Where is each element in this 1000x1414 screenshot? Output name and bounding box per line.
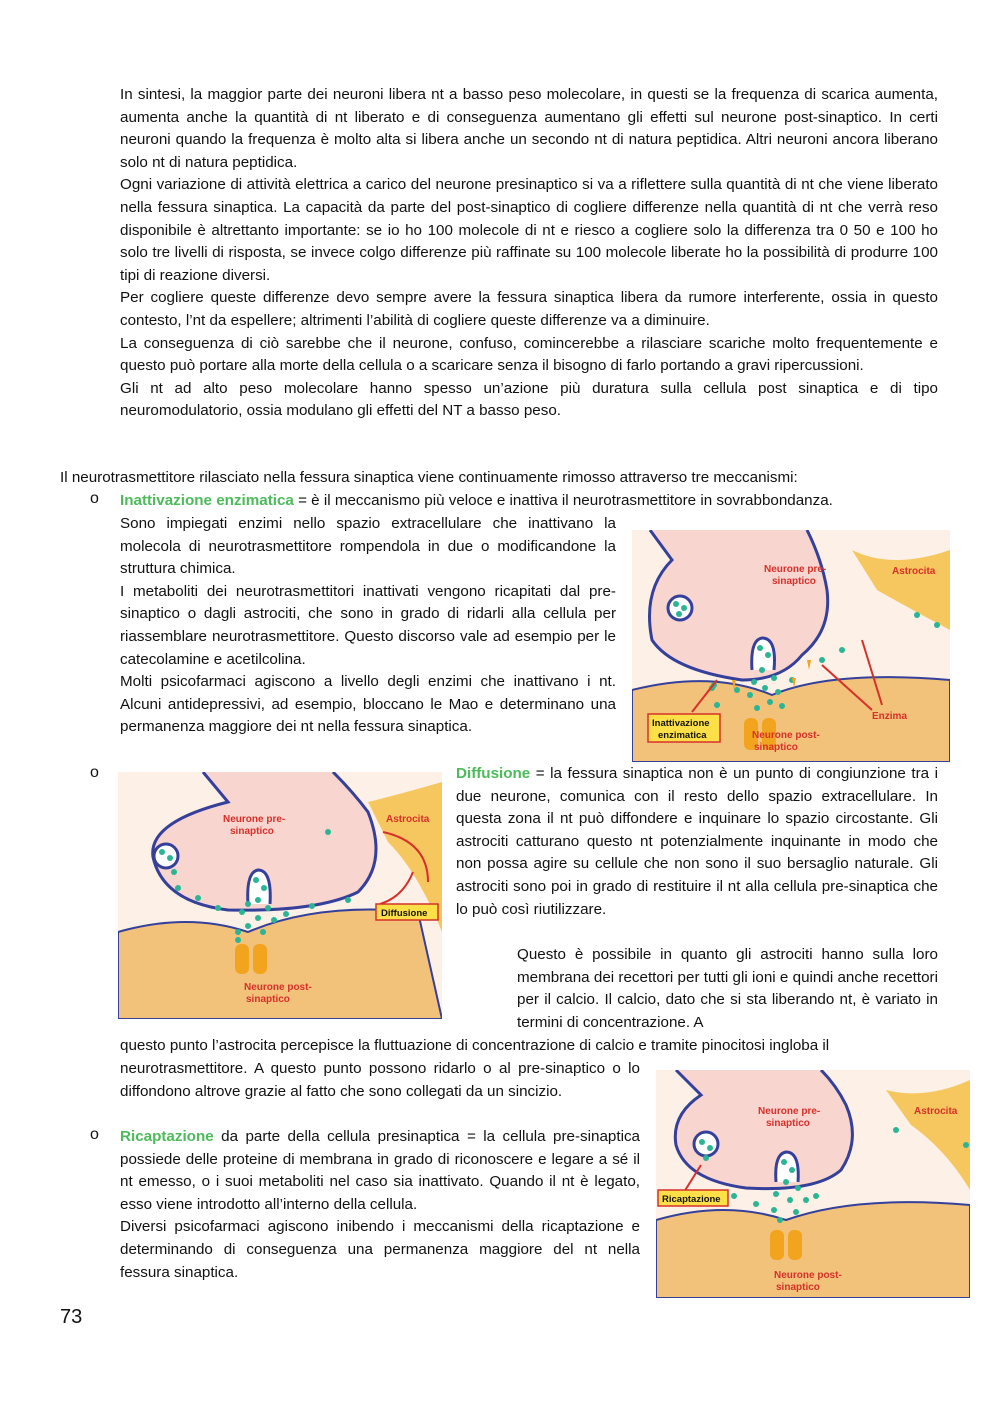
intro-paragraph: Gli nt ad alto peso molecolare hanno spesso un’azione più duratura sulla cellula post sinaptica e di tipo neuromodulatorio, ossia modulano gli effetti del NT a basso peso. xyxy=(120,379,938,420)
inattivazione-body xyxy=(120,513,616,739)
box-label: Inattivazione xyxy=(652,718,710,729)
post-label: Neurone post- xyxy=(752,730,820,741)
diffusione-paragraph-2b: questo punto l’astrocita percepisce la fluttuazione di concentrazione di calcio e tramite pinocitosi ingloba il xyxy=(120,1037,830,1054)
inattivazione-paragraph: Sono impiegati enzimi nello spazio extracellulare che inattivano la molecola di neurotrasmettitore rompendola in due o modificandone la struttura chimica. xyxy=(120,515,616,578)
ricaptazione-term: Ricaptazione xyxy=(120,1128,214,1145)
inattivazione-paragraph: I metaboliti dei neurotrasmettitori inattivati vengono ricapitati dal pre-sinaptico o dagli astrociti, che sono in grado di ridarli alla cellula per riassemblare neurotrasmettitore. Questo discorso vale ad esempio per le catecolamine e acetilcolina. xyxy=(120,582,616,668)
intro-paragraph: In sintesi, la maggior parte dei neuroni libera nt a basso peso molecolare, in questi se la frequenza di scarica aumenta, aumenta anche la quantità di nt liberato e di conseguenza aumentano gli effetti sul neurone post-sinaptico. In certi neuroni quando la frequenza è molto alta si libera anche un secondo nt di natura peptidica. Altri neuroni ancora liberano solo nt di natura peptidica. xyxy=(120,86,938,171)
inattivazione-first-line xyxy=(120,490,938,513)
diffusione-paragraph-2a: Questo è possibile in quanto gli astrociti hanno sulla loro membrana dei recettori per tutti gli ioni e quindi anche recettori per il calcio. Il calcio, dato che si sta liberando nt, è variato in termini di concentrazione. A xyxy=(517,946,938,1031)
inattivazione-definition: = è il meccanismo più veloce e inattiva il neurotrasmettitore in sovrabbondanza. xyxy=(293,492,833,509)
bullet-marker: o xyxy=(90,1126,99,1143)
synapse-diagram xyxy=(656,1070,970,1298)
diffusione-definition: = la fessura sinaptica non è un punto di congiunzione tra i due neurone, comunica con il resto dello spazio extracellulare. In questa zona il nt può diffondere e inquinare lo spazio circostante. Gli astrociti catturano questo nt potenzialmente inquinante in modo che non possa agire su cellule che non sono il suo bersaglio naturale. Gli astrociti sono poi in grado di restituire il nt alla cellula pre-sinaptica che lo può così riutilizzare. xyxy=(456,765,938,918)
pre-label: sinaptico xyxy=(766,1118,810,1129)
inattivazione-term: Inattivazione enzimatica xyxy=(120,492,294,509)
ricaptazione-paragraph-2: Diversi psicofarmaci agiscono inibendo i meccanismi della ricaptazione e determinando di conseguenza una permanenza maggiore del nt nella fessura sinaptica. xyxy=(120,1218,640,1281)
synapse-diagram xyxy=(632,530,950,762)
box-label: enzimatica xyxy=(658,730,707,741)
diffusione-body xyxy=(456,763,938,921)
bullet-marker: o xyxy=(90,490,99,507)
figure-ricaptazione xyxy=(656,1070,970,1298)
synapse-diagram xyxy=(118,772,442,1019)
page-number: 73 xyxy=(60,1306,83,1328)
ricaptazione-definition: da parte della cellula presinaptica = la cellula pre-sinaptica possiede delle proteine di membrana in grado di riconoscere e legare a sé il nt emesso, o i suoi metaboliti nel caso sia inattivato. Quando il nt è legato, esso viene introdotto all’interno della cellula. xyxy=(120,1128,640,1213)
inattivazione-paragraph: Molti psicofarmaci agiscono a livello degli enzimi che inattivano i nt. Alcuni antidepressivi, ad esempio, bloccano le Mao e determinano una permanenza maggiore dei nt nella fessura sinaptica. xyxy=(120,673,616,736)
mechanisms-intro: Il neurotrasmettitore rilasciato nella fessura sinaptica viene continuamente rimosso attraverso tre meccanismi: xyxy=(60,469,798,486)
bullet-marker: o xyxy=(90,764,99,781)
post-label: sinaptico xyxy=(754,742,798,753)
pre-label: Neurone pre- xyxy=(758,1106,821,1117)
pre-label: sinaptico xyxy=(772,576,816,587)
pre-label: sinaptico xyxy=(230,826,274,837)
diffusione-paragraph-2c: neurotrasmettitore. A questo punto possono ridarlo o al pre-sinaptico o lo diffondono altrove grazie al fatto che sono collegati da un sincizio. xyxy=(120,1060,640,1100)
astro-label: Astrocita xyxy=(914,1106,958,1117)
box-label: Ricaptazione xyxy=(662,1194,721,1205)
intro-paragraph: Ogni variazione di attività elettrica a carico del neurone presinaptico si va a riflettere sulla quantità di nt che viene liberato nella fessura sinaptica. La capacità da parte del post-sinaptico di cogliere differenze nella quantità di nt che verrà reso disponibile è altrettanto importante: se io ho 100 molecole di nt e riesco a cogliere solo la differenza tra 0 50 e 100 ho solo tre livelli di risposta, se invece colgo differenze più raffinate su 100 molecole liberate ho la possibilità di produrre 100 tipi di reazione diversi. xyxy=(120,176,938,284)
post-label: Neurone post- xyxy=(244,982,312,993)
intro-paragraph: La conseguenza di ciò sarebbe che il neurone, confuso, comincerebbe a rilasciare scariche molto frequentemente e questo può portare alla morte della cellula o a scaricare senza il bisogno di farlo portando a gravi ripercussioni. xyxy=(120,334,938,375)
diffusione-term: Diffusione xyxy=(456,765,531,782)
enzima-label: Enzima xyxy=(872,711,908,722)
intro-paragraph: Per cogliere queste differenze devo sempre avere la fessura sinaptica libera da rumore interferente, ossia in questo contesto, l’nt da espellere; altrimenti l’abilità di cogliere queste differenze va a diminuire. xyxy=(120,289,938,329)
box-label: Diffusione xyxy=(381,908,428,919)
intro-block xyxy=(120,84,938,423)
figure-diffusione xyxy=(118,772,442,1019)
pre-label: Neurone pre- xyxy=(223,814,286,825)
post-label: Neurone post- xyxy=(774,1270,842,1281)
post-label: sinaptico xyxy=(776,1282,820,1293)
figure-inattivazione-enzimatica xyxy=(632,530,950,762)
ricaptazione-body xyxy=(120,1126,640,1284)
astro-label: Astrocita xyxy=(386,814,430,825)
post-label: sinaptico xyxy=(246,994,290,1005)
pre-label: Neurone pre- xyxy=(764,564,827,575)
astro-label: Astrocita xyxy=(892,566,936,577)
